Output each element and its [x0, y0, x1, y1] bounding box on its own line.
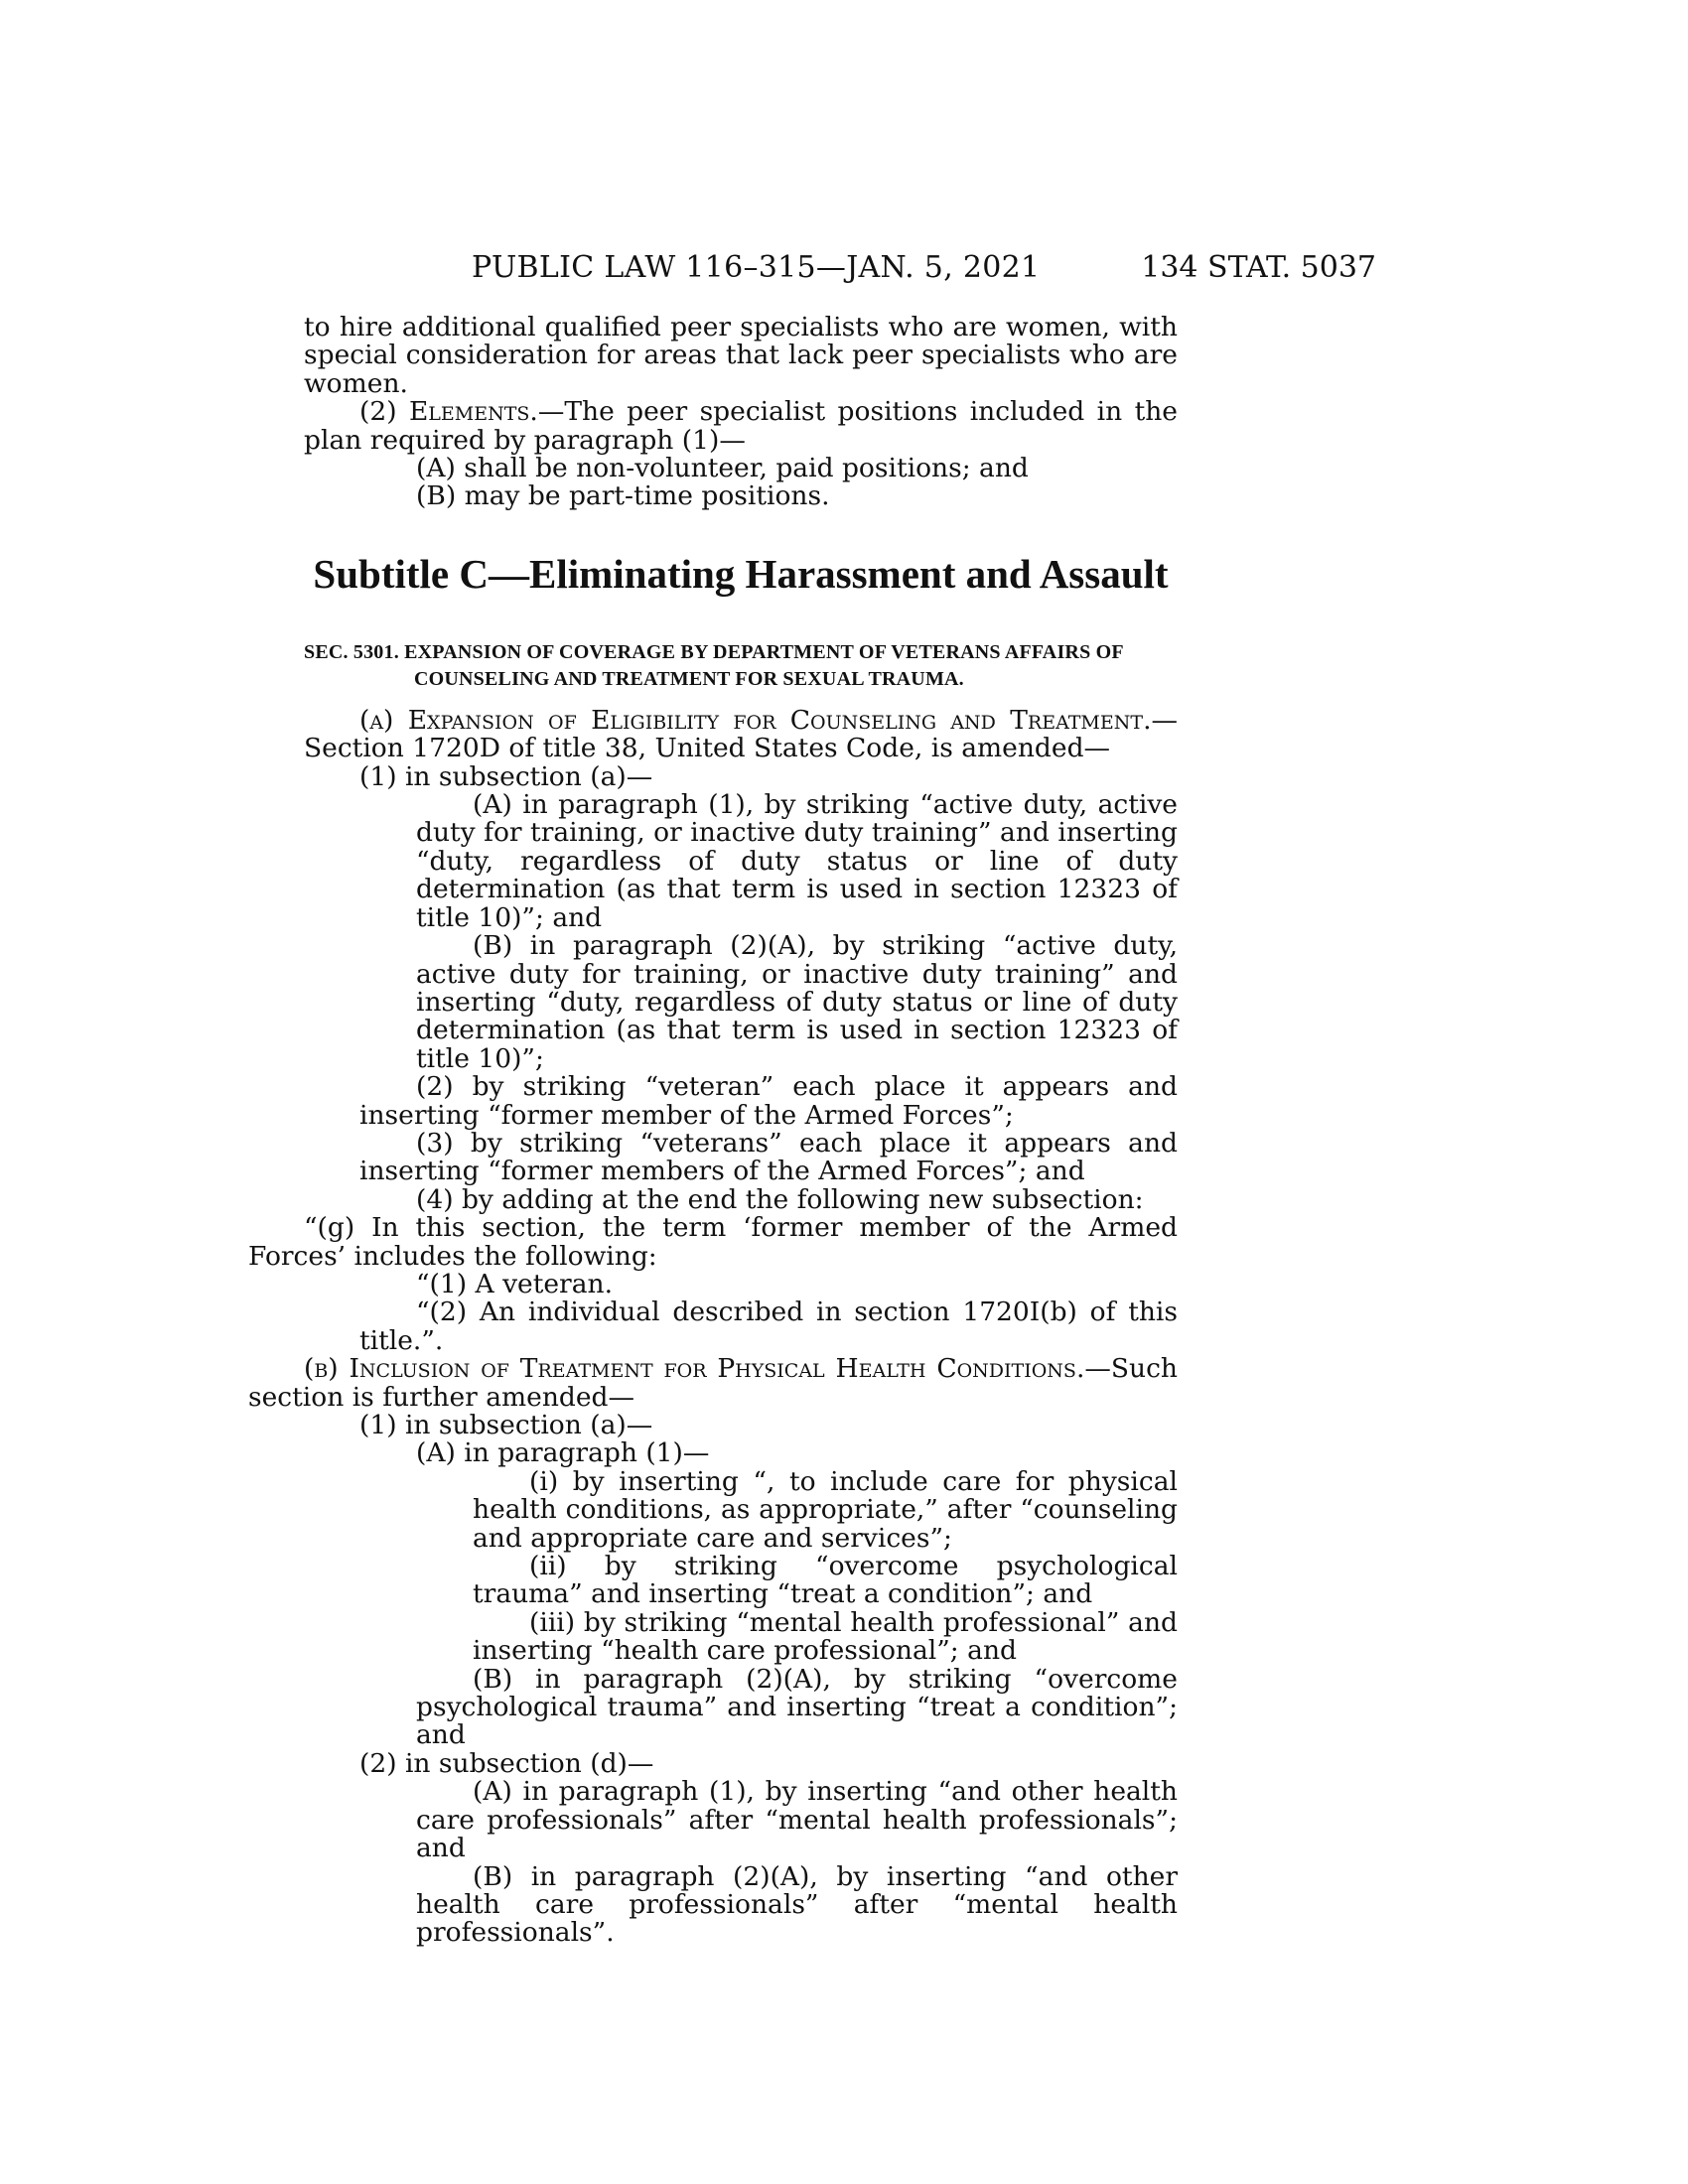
- part-a-item-1b: [304, 932, 1178, 1073]
- subsection-g-item-2: “(2) An individual described in section 1720I(b) of this title.”.: [359, 1297, 1178, 1356]
- part-a-item-1b-text: (B) in paragraph (2)(A), by striking “active duty, active duty for training, or inactive duty training” and inserting “duty, regardless of duty status or line of duty determination (as that term is used in section 12323 of title 10)”;: [416, 930, 1178, 1074]
- section-heading: SEC. 5301. EXPANSION OF COVERAGE BY DEPARTMENT OF VETERANS AFFAIRS OF COUNSELING AND TREATMENT FOR SEXUAL TRAUMA.: [304, 640, 1124, 690]
- subsection-g-item-1: “(1) A veteran.: [416, 1268, 614, 1299]
- part-b-item-1: (1) in subsection (a)—: [359, 1410, 653, 1440]
- part-a-lead-text: .—Section 1720D of title 38, United States Code, is amended—: [304, 704, 1178, 764]
- subsection-g: “(g) In this section, the term ‘former member of the Armed Forces’ includes the following:: [248, 1212, 1178, 1272]
- part-a-item-3: (3) by striking “veterans” each place it appears and inserting “former members of the Armed Forces”; and: [359, 1127, 1178, 1187]
- part-b-item-2: (2) in subsection (d)—: [359, 1747, 654, 1779]
- part-b-lead-text: .—Such section is further amended—: [248, 1353, 1178, 1413]
- part-a-item-1: (1) in subsection (a)—: [359, 760, 653, 792]
- stat-page-number: 134 STAT. 5037: [1141, 250, 1376, 285]
- part-a-item-4: (4) by adding at the end the following new subsection:: [416, 1183, 1144, 1215]
- continued-paragraph: to hire additional qualified peer specialists who are women, with special consideration for areas that lack peer specialists who are women.: [304, 312, 1178, 399]
- subtitle-heading: Subtitle C—Eliminating Harassment and Assault: [313, 550, 1169, 597]
- part-b-item-2a: (A) in paragraph (1), by inserting “and other health care professionals” after “mental health professionals”; and: [416, 1776, 1178, 1864]
- part-a-item-2: (2) by striking “veteran” each place it appears and inserting “former member of the Armed Forces”;: [359, 1071, 1178, 1131]
- part-b-clause-i: (i) by inserting “, to include care for physical health conditions, as appropriate,” after “counseling and appropriate care and services”;: [473, 1465, 1178, 1554]
- part-b-item-2b: (B) in paragraph (2)(A), by inserting “and other health care professionals” after “mental health professionals”.: [416, 1860, 1178, 1949]
- elements-paragraph: [304, 398, 1178, 455]
- running-header: [298, 250, 1376, 290]
- part-a-item-1a: [304, 791, 1178, 932]
- part-a-item-1a-text: (A) in paragraph (1), by striking “active duty, active duty for training, or inactive duty training” and inserting “duty, regardless of duty status or line of duty determination (as that term is used in section 12323 of title 10)”; and: [416, 789, 1178, 933]
- part-b-lead: [248, 1355, 1178, 1412]
- elements-item-a: (A) shall be non-volunteer, paid positions; and: [416, 453, 1029, 484]
- law-citation: PUBLIC LAW 116–315—JAN. 5, 2021: [472, 250, 1041, 285]
- elements-item-b: (B) may be part-time positions.: [416, 480, 830, 512]
- part-a-label: (a) Expansion of Eligibility for Counseling and Treatment: [359, 704, 1144, 736]
- part-b-item-1a: (A) in paragraph (1)—: [416, 1437, 710, 1469]
- page-body: [248, 312, 1178, 1949]
- part-a-lead: [304, 704, 1178, 764]
- elements-label: (2) Elements: [359, 396, 530, 428]
- part-b-item-1b: (B) in paragraph (2)(A), by striking “overcome psychological trauma” and inserting “treat a condition”; and: [416, 1663, 1178, 1751]
- part-b-label: (b) Inclusion of Treatment for Physical Health Conditions: [304, 1353, 1076, 1385]
- part-b-clause-ii: (ii) by striking “overcome psychological trauma” and inserting “treat a condition”; and: [473, 1551, 1178, 1610]
- part-b-clause-iii: (iii) by striking “mental health professional” and inserting “health care professional”; and: [473, 1606, 1178, 1667]
- elements-text: .—The peer specialist positions included in the plan required by paragraph (1)—: [304, 396, 1178, 456]
